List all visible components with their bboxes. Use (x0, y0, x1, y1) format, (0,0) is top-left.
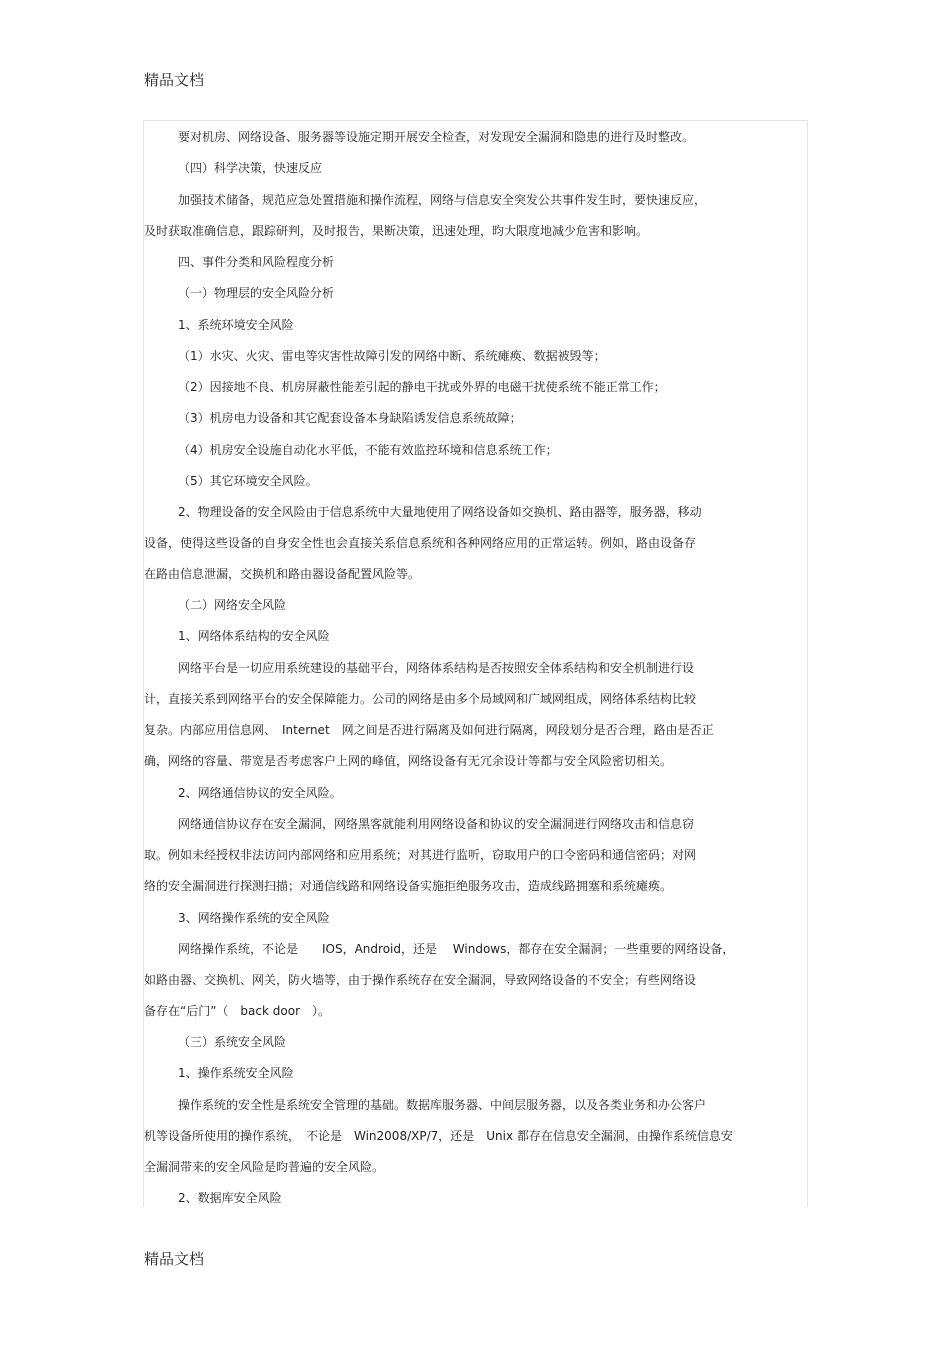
text-line: 网络操作系统，不论是 IOS，Android，还是 Windows，都存在安全漏洞；一些重要的网络设备， (178, 942, 735, 956)
text-line: 2、数据库安全风险 (178, 1191, 282, 1205)
text-line: 网络通信协议存在安全漏洞，网络黑客就能利用网络设备和协议的安全漏洞进行网络攻击和信息窃 (178, 817, 695, 831)
text-line: （5）其它环境安全风险。 (178, 474, 318, 488)
text-line: 计，直接关系到网络平台的安全保障能力。公司的网络是由多个局域网和广域网组成，网络体系结构比较 (144, 692, 697, 706)
text-line: 确，网络的容量、带宽是否考虑客户上网的峰值，网络设备有无冗余设计等都与安全风险密切相关。 (144, 754, 673, 768)
text-line: 1、网络体系结构的安全风险 (178, 629, 330, 643)
text-line: 及时获取准确信息，跟踪研判，及时报告，果断决策，迅速处理，昀大限度地减少危害和影响。 (144, 224, 649, 238)
text-line: （一）物理层的安全风险分析 (178, 286, 335, 300)
text-line: 全漏洞带来的安全风险是昀普遍的安全风险。 (144, 1160, 385, 1174)
text-line: 1、操作系统安全风险 (178, 1066, 294, 1080)
text-line: 络的安全漏洞进行探测扫描；对通信线路和网络设备实施拒绝服务攻击，造成线路拥塞和系统瘫痪。 (144, 879, 673, 893)
text-line: 设备，使得这些设备的自身安全性也会直接关系信息系统和各种网络应用的正常运转。例如，路由设备存 (144, 536, 697, 550)
text-line: 操作系统的安全性是系统安全管理的基础。数据库服务器、中间层服务器，以及各类业务和办公客户 (178, 1098, 707, 1112)
text-line: 取。例如未经授权非法访问内部网络和应用系统；对其进行监听，窃取用户的口令密码和通信密码；对网 (144, 848, 697, 862)
text-line: 在路由信息泄漏，交换机和路由器设备配置风险等。 (144, 567, 421, 581)
text-line: （1）水灾、火灾、雷电等灾害性故障引发的网络中断、系统瘫痪、数据被毁等； (178, 349, 606, 363)
text-line: 网络平台是一切应用系统建设的基础平台，网络体系结构是否按照安全体系结构和安全机制进行设 (178, 661, 695, 675)
text-line: （三）系统安全风险 (178, 1035, 287, 1049)
text-line: （3）机房电力设备和其它配套设备本身缺陷诱发信息系统故障； (178, 411, 522, 425)
text-line: 要对机房、网络设备、服务器等设施定期开展安全检查，对发现安全漏洞和隐患的进行及时整改。 (178, 130, 695, 144)
text-line: 加强技术储备，规范应急处置措施和操作流程，网络与信息安全突发公共事件发生时，要快速反应， (178, 193, 707, 207)
page-footer: 精品文档 (144, 1250, 205, 1268)
text-line: 复杂。内部应用信息网、 Internet 网之间是否进行隔离及如何进行隔离，网段划分是否合理，路由是否正 (144, 723, 714, 737)
text-line: （2）因接地不良、机房屏蔽性能差引起的静电干扰或外界的电磁干扰使系统不能正常工作； (178, 380, 666, 394)
text-line: 1、系统环境安全风险 (178, 318, 294, 332)
text-line: 四、事件分类和风险程度分析 (178, 255, 335, 269)
text-line: 2、网络通信协议的安全风险。 (178, 786, 342, 800)
text-line: 机等设备所使用的操作系统， 不论是 Win2008/XP/7，还是 Unix 都存在信息安全漏洞，由操作系统信息安 (144, 1129, 733, 1143)
text-line: （四）科学决策，快速反应 (178, 161, 323, 175)
text-line: 如路由器、交换机、网关，防火墙等，由于操作系统存在安全漏洞，导致网络设备的不安全；有些网络设 (144, 973, 697, 987)
text-line: 3、网络操作系统的安全风险 (178, 911, 330, 925)
page-header: 精品文档 (144, 71, 205, 89)
text-line: （二）网络安全风险 (178, 598, 287, 612)
text-line: 2、物理设备的安全风险由于信息系统中大量地使用了网络设备如交换机、路由器等，服务器，移动 (178, 505, 702, 519)
text-line: （4）机房安全设施自动化水平低，不能有效监控环境和信息系统工作； (178, 443, 558, 457)
text-line: 备存在“后门”（ back door ）。 (144, 1004, 331, 1018)
